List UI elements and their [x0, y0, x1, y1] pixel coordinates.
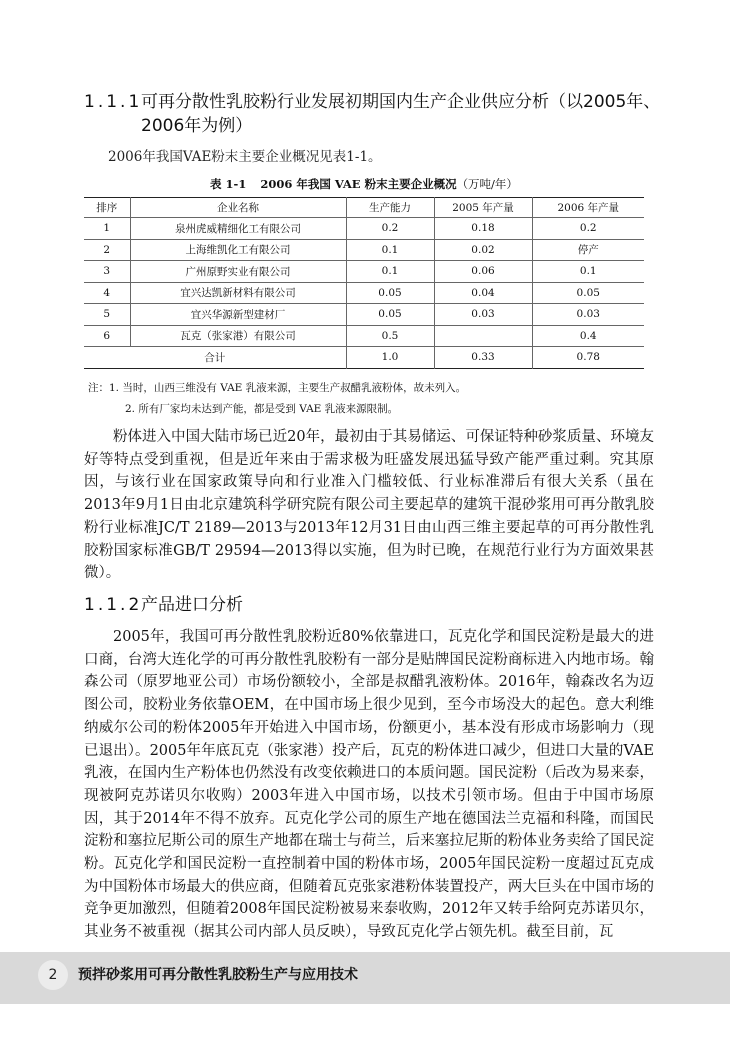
table-cell: 0.05	[346, 304, 434, 326]
section-title: 可再分散性乳胶粉行业发展初期国内生产企业供应分析（以2005年、2006年为例）	[141, 92, 661, 136]
table-cell: 0.1	[346, 239, 434, 261]
table-caption	[84, 176, 644, 192]
table-cell: 1	[84, 218, 130, 240]
table-cell: 4	[84, 282, 130, 304]
table-cell: 停产	[532, 239, 644, 261]
table-cell: 0.1	[346, 261, 434, 283]
table-cell: 0.2	[346, 218, 434, 240]
table-cell: 5	[84, 304, 130, 326]
table-cell: 0.2	[532, 218, 644, 240]
book-title: 预拌砂浆用可再分散性乳胶粉生产与应用技术	[78, 967, 358, 983]
table-header-cell: 2005 年产量	[434, 198, 532, 218]
table-cell: 0.33	[434, 347, 532, 369]
table-cell: 宜兴华源新型建材厂	[130, 304, 346, 326]
table-caption-id: 表 1-1	[210, 177, 247, 191]
table-cell: 上海维凯化工有限公司	[130, 239, 346, 261]
table-header-cell: 生产能力	[346, 198, 434, 218]
table-row	[84, 282, 644, 304]
table-cell: 0.04	[434, 282, 532, 304]
paragraph-import-analysis: 2005年，我国可再分散性乳胶粉近80%依靠进口，瓦克化学和国民淀粉是最大的进口商，台湾大连化学的可再分散性乳胶粉有一部分是贴牌国民淀粉商标进入内地市场。翰森公司（原罗地亚公司）市场份额较小，全部是叔醋乳液粉体。2016年，翰森改名为迈图公司，胶粉业务依靠OEM，在中国市场上很少见到，至今市场没大的起色。意大利维纳威尔公司的粉体2005年开始进入中国市场，份额更小，基本没有形成市场影响力（现已退出）。2005年年底瓦克（张家港）投产后，瓦克的粉体进口减少，但进口大量的VAE乳液，在国内生产粉体也仍然没有改变依赖进口的本质问题。国民淀粉（后改为易来泰，现被阿克苏诺贝尔收购）2003年进入中国市场，以技术引领市场。但由于中国市场原因，其于2014年不得不放弃。瓦克化学公司的原生产地在德国法兰克福和科隆，而国民淀粉和塞拉尼斯公司的原生产地都在瑞士与荷兰，后来塞拉尼斯的粉体业务卖给了国民淀粉。瓦克化学和国民淀粉一直控制着中国的粉体市场，2005年国民淀粉一度超过瓦克成为中国粉体市场最大的供应商，但随着瓦克张家港粉体装置投产，两大巨头在中国市场的竞争更加激烈，但随着2008年国民淀粉被易来泰收购，2012年又转手给阿克苏诺贝尔，其业务不被重视（据其公司内部人员反映），导致瓦克化学占领先机。截至目前，瓦	[84, 629, 654, 941]
table-cell: 宜兴达凯新材料有限公司	[130, 282, 346, 304]
section-title: 产品进口分析	[141, 595, 243, 615]
table-row	[84, 304, 644, 326]
table-cell: 0.02	[434, 239, 532, 261]
table-row	[84, 239, 644, 261]
table-caption-unit: （万吨/年）	[456, 177, 518, 191]
table-cell: 0.78	[532, 347, 644, 369]
table-header-cell: 企业名称	[130, 198, 346, 218]
table-cell: 0.06	[434, 261, 532, 283]
table-cell: 0.05	[532, 282, 644, 304]
table-header-cell: 排序	[84, 198, 130, 218]
table-total-label: 合计	[84, 347, 346, 369]
table-cell: 瓦克（张家港）有限公司	[130, 325, 346, 347]
table-header-cell: 2006 年产量	[532, 198, 644, 218]
table-cell: 0.4	[532, 325, 644, 347]
table-cell: 6	[84, 325, 130, 347]
table-row	[84, 325, 644, 347]
table-cell: 0.03	[532, 304, 644, 326]
table-cell	[434, 325, 532, 347]
section-number: 1.1.2	[84, 595, 143, 615]
table-note: 注：1. 当时，山西三维没有 VAE 乳液来源，主要生产叔醋乳液粉体，故未列入。	[88, 382, 467, 394]
table-caption-text: 2006 年我国 VAE 粉末主要企业概况	[260, 177, 457, 191]
enterprise-table	[84, 197, 644, 369]
table-cell: 2	[84, 239, 130, 261]
table-notes	[88, 378, 648, 420]
intro-sentence: 2006年我国VAE粉末主要企业概况见表1-1。	[108, 149, 382, 165]
table-row	[84, 261, 644, 283]
page-number: 2	[38, 960, 68, 990]
table-header-row	[84, 198, 644, 218]
table-total-row	[84, 347, 644, 369]
table-cell: 3	[84, 261, 130, 283]
table-cell: 1.0	[346, 347, 434, 369]
table-cell: 0.03	[434, 304, 532, 326]
table-cell: 0.1	[532, 261, 644, 283]
table-row	[84, 218, 644, 240]
table-cell: 0.05	[346, 282, 434, 304]
paragraph-market-overview: 粉体进入中国大陆市场已近20年，最初由于其易储运、可保证特种砂浆质量、环境友好等特点受到重视，但是近年来由于需求极为旺盛发展迅猛导致产能严重过剩。究其原因，与该行业在国家政策导向和行业准入门槛较低、行业标准滞后有很大关系（虽在2013年9月1日由北京建筑科学研究院有限公司主要起草的建筑干混砂浆用可再分散乳胶粉行业标准JC/T 2189—2013与2013年12月31日由山西三维主要起草的可再分散性乳胶粉国家标准GB/T 29594—2013得以实施，但为时已晚，在规范行业行为方面效果甚微）。	[84, 429, 654, 582]
table-cell: 泉州虎威精细化工有限公司	[130, 218, 346, 240]
table-cell: 0.18	[434, 218, 532, 240]
table-note: 2. 所有厂家均未达到产能，都是受到 VAE 乳液来源限制。	[125, 403, 399, 415]
section-number: 1.1.1	[84, 92, 143, 112]
table-cell: 广州原野实业有限公司	[130, 261, 346, 283]
table-cell: 0.5	[346, 325, 434, 347]
